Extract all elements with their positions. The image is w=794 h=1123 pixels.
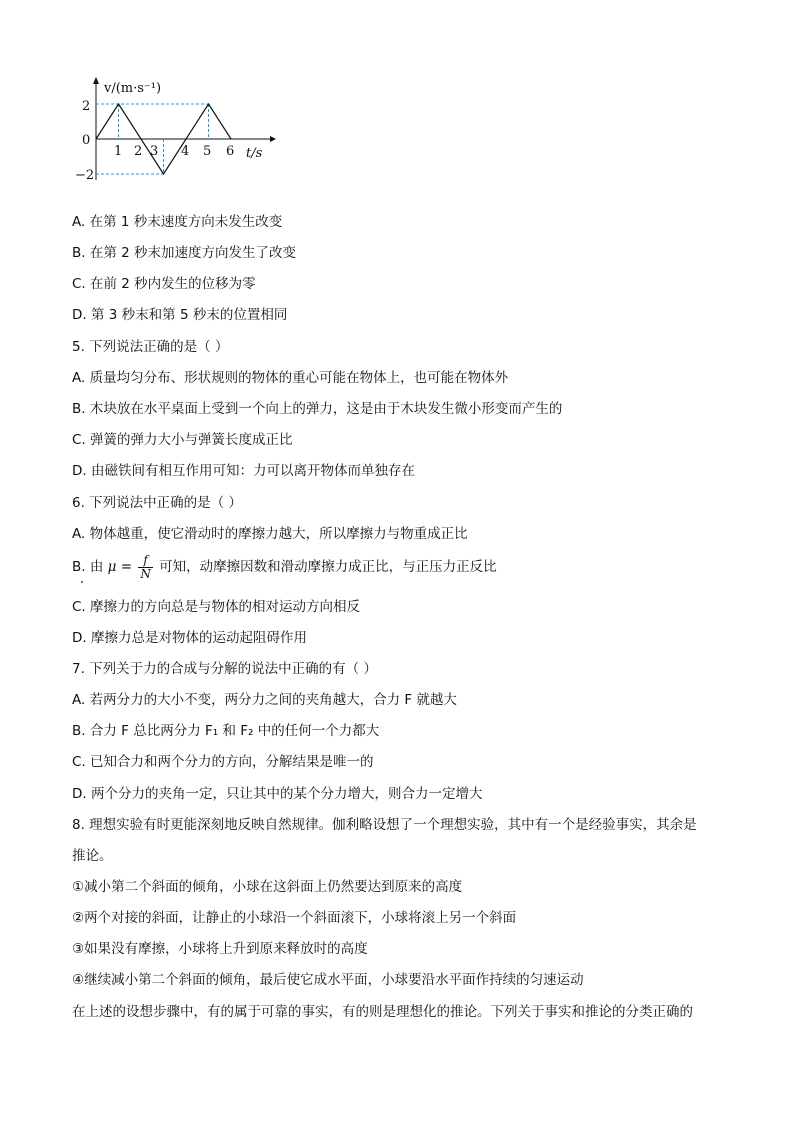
x-tick-label-3: 3 bbox=[150, 144, 159, 159]
q5-option-c: C. 弹簧的弹力大小与弹簧长度成正比 bbox=[72, 432, 293, 448]
x-axis-arrow bbox=[270, 136, 276, 142]
q8-stem-line-2: 推论。 bbox=[72, 848, 113, 864]
fraction-denominator: N bbox=[140, 566, 151, 581]
q5-option-a: A. 质量均匀分布、形状规则的物体的重心可能在物体上，也可能在物体外 bbox=[72, 370, 509, 386]
q8-step-1: ①减小第二个斜面的倾角，小球在这斜面上仍然要达到原来的高度 bbox=[72, 879, 463, 895]
y-axis-label: v/(m·s⁻¹) bbox=[104, 81, 162, 96]
q7-option-a: A. 若两分力的大小不变，两分力之间的夹角越大，合力 F 就越大 bbox=[72, 692, 457, 708]
x-tick-label-6: 6 bbox=[226, 144, 235, 159]
origin-label: 0 bbox=[82, 133, 91, 148]
q8-tail: 在上述的设想步骤中，有的属于可靠的事实，有的则是理想化的推论。下列关于事实和推论的分类正确的 bbox=[72, 1004, 693, 1020]
q6-option-d: D. 摩擦力总是对物体的运动起阻碍作用 bbox=[72, 630, 307, 646]
q7-option-b: B. 合力 F 总比两分力 F₁ 和 F₂ 中的任何一个力都大 bbox=[72, 723, 380, 739]
q4-option-c: C. 在前 2 秒内发生的位移为零 bbox=[72, 276, 256, 292]
q6-option-b-prefix: B. 由 bbox=[72, 559, 104, 575]
q8-step-4: ④继续减小第二个斜面的倾角，最后使它成水平面，小球要沿水平面作持续的匀速运动 bbox=[72, 972, 584, 988]
friction-coefficient-fraction bbox=[138, 554, 153, 581]
q4-option-d: D. 第 3 秒末和第 5 秒末的位置相同 bbox=[72, 307, 288, 323]
x-tick-label-1: 1 bbox=[114, 144, 123, 159]
q6-option-b-suffix: 可知，动摩擦因数和滑动摩擦力成正比，与正压力正反比 bbox=[159, 559, 497, 575]
q6-option-c: C. 摩擦力的方向总是与物体的相对运动方向相反 bbox=[72, 599, 361, 615]
q5-option-d: D. 由磁铁间有相互作用可知：力可以离开物体而单独存在 bbox=[72, 463, 415, 479]
x-axis-label: t/s bbox=[246, 146, 263, 161]
q8-step-3: ③如果没有摩擦，小球将上升到原来释放时的高度 bbox=[72, 941, 368, 957]
x-tick-label-2: 2 bbox=[134, 144, 143, 159]
q4-option-b: B. 在第 2 秒末加速度方向发生了改变 bbox=[72, 245, 297, 261]
q5-option-b: B. 木块放在水平桌面上受到一个向上的弹力，这是由于木块发生微小形变而产生的 bbox=[72, 401, 563, 417]
q8-stem-line-1: 8. 理想实验有时更能深刻地反映自然规律。伽利略设想了一个理想实验，其中有一个是经验事实，其余是 bbox=[72, 817, 697, 833]
y-tick-label-neg2: −2 bbox=[75, 168, 95, 183]
q4-option-a: A. 在第 1 秒末速度方向未发生改变 bbox=[72, 214, 283, 230]
x-tick-label-5: 5 bbox=[203, 144, 212, 159]
q6-option-b bbox=[72, 552, 497, 582]
q6-option-a: A. 物体越重，使它滑动时的摩擦力越大，所以摩擦力与物重成正比 bbox=[72, 526, 468, 542]
mu-symbol: μ = bbox=[107, 559, 133, 575]
stray-dot bbox=[81, 581, 83, 583]
q7-option-d: D. 两个分力的夹角一定，只让其中的某个分力增大，则合力一定增大 bbox=[72, 786, 483, 802]
q5-stem: 5. 下列说法正确的是（ ） bbox=[72, 339, 229, 355]
q7-stem: 7. 下列关于力的合成与分解的说法中正确的有（ ） bbox=[72, 661, 377, 677]
q6-stem: 6. 下列说法中正确的是（ ） bbox=[72, 495, 242, 511]
q7-option-c: C. 已知合力和两个分力的方向，分解结果是唯一的 bbox=[72, 754, 374, 770]
q8-step-2: ②两个对接的斜面，让静止的小球沿一个斜面滚下，小球将滚上另一个斜面 bbox=[72, 910, 517, 926]
x-tick-label-4: 4 bbox=[181, 144, 190, 159]
y-tick-label-2: 2 bbox=[82, 99, 91, 114]
fraction-numerator: f bbox=[138, 554, 153, 568]
velocity-time-graph bbox=[60, 70, 280, 190]
y-axis-arrow bbox=[93, 77, 99, 84]
